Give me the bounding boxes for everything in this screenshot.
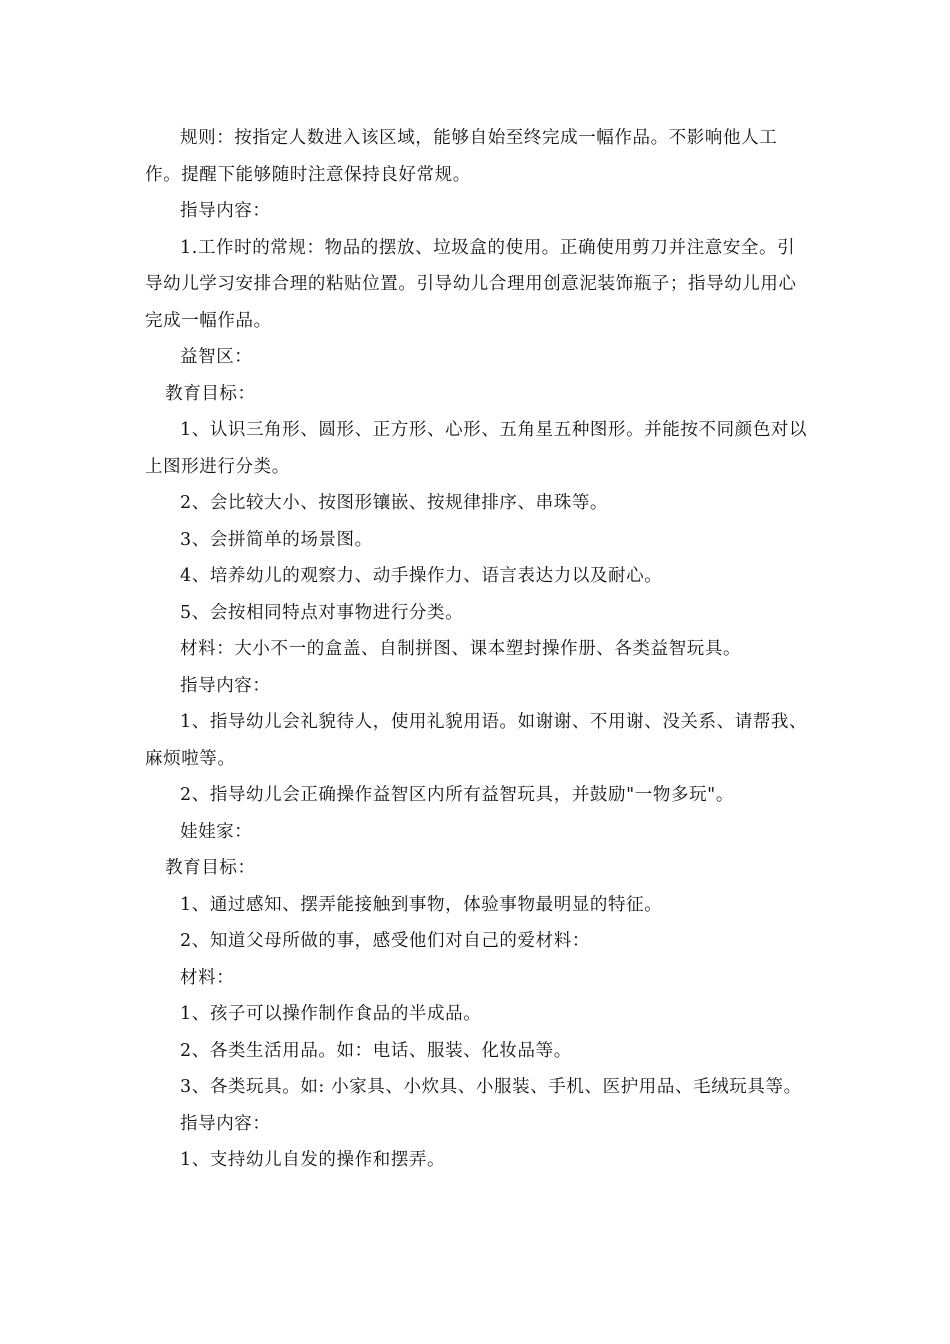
- document-body: [145, 120, 810, 1179]
- list-item-goal: 2、知道父母所做的事，感受他们对自己的爱材料：: [180, 931, 590, 951]
- list-item-guidance: 1、指导幼儿会礼貌待人，使用礼貌用语。如谢谢、不用谢、没关系、请帮我、麻烦啦等。: [145, 712, 808, 769]
- section-heading-doll-house: 娃娃家：: [180, 821, 253, 842]
- paragraph-guidance-heading: 指导内容：: [180, 201, 271, 221]
- paragraph-work-routine: 1.工作时的常规：物品的摆放、垃圾盒的使用。正确使用剪刀并注意安全。引导幼儿学习安排合理的粘贴位置。引导幼儿合理用创意泥装饰瓶子；指导幼儿用心完成一幅作品。: [145, 237, 797, 331]
- paragraph-rules: 规则：按指定人数进入该区域，能够自始至终完成一幅作品。不影响他人工作。提醒下能够随时注意保持良好常规。: [145, 128, 778, 185]
- list-item-goal: 4、培养幼儿的观察力、动手操作力、语言表达力以及耐心。: [180, 566, 663, 586]
- list-item-goal: 2、会比较大小、按图形镶嵌、按规律排序、串珠等。: [180, 493, 609, 513]
- paragraph-materials: 材料：大小不一的盒盖、自制拼图、课本塑封操作册、各类益智玩具。: [180, 639, 742, 659]
- list-item-goal: 1、认识三角形、圆形、正方形、心形、五角星五种图形。并能按不同颜色对以上图形进行分类。: [145, 420, 808, 477]
- list-item-goal: 5、会按相同特点对事物进行分类。: [180, 602, 464, 623]
- section-heading-puzzle-area: 益智区：: [180, 347, 253, 367]
- paragraph-materials-heading: 材料：: [180, 967, 235, 988]
- list-item-guidance: 1、支持幼儿自发的操作和摆弄。: [180, 1150, 446, 1170]
- list-item-goal: 3、会拼简单的场景图。: [180, 529, 373, 550]
- list-item-goal: 1、通过感知、摆弄能接触到事物，体验事物最明显的特征。: [180, 894, 663, 915]
- paragraph-education-goals-heading: 教育目标：: [165, 858, 256, 878]
- list-item-guidance: 2、指导幼儿会正确操作益智区内所有益智玩具，并鼓励"一物多玩"。: [180, 785, 734, 805]
- paragraph-education-goals-heading: 教育目标：: [165, 383, 256, 404]
- list-item-material: 2、各类生活用品。如：电话、服装、化妆品等。: [180, 1040, 572, 1061]
- paragraph-guidance-heading: 指导内容：: [180, 675, 271, 696]
- list-item-material: 3、各类玩具。如: 小家具、小炊具、小服装、手机、医护用品、毛绒玩具等。: [180, 1077, 802, 1097]
- paragraph-guidance-heading: 指导内容：: [180, 1113, 271, 1134]
- list-item-material: 1、孩子可以操作制作食品的半成品。: [180, 1004, 482, 1024]
